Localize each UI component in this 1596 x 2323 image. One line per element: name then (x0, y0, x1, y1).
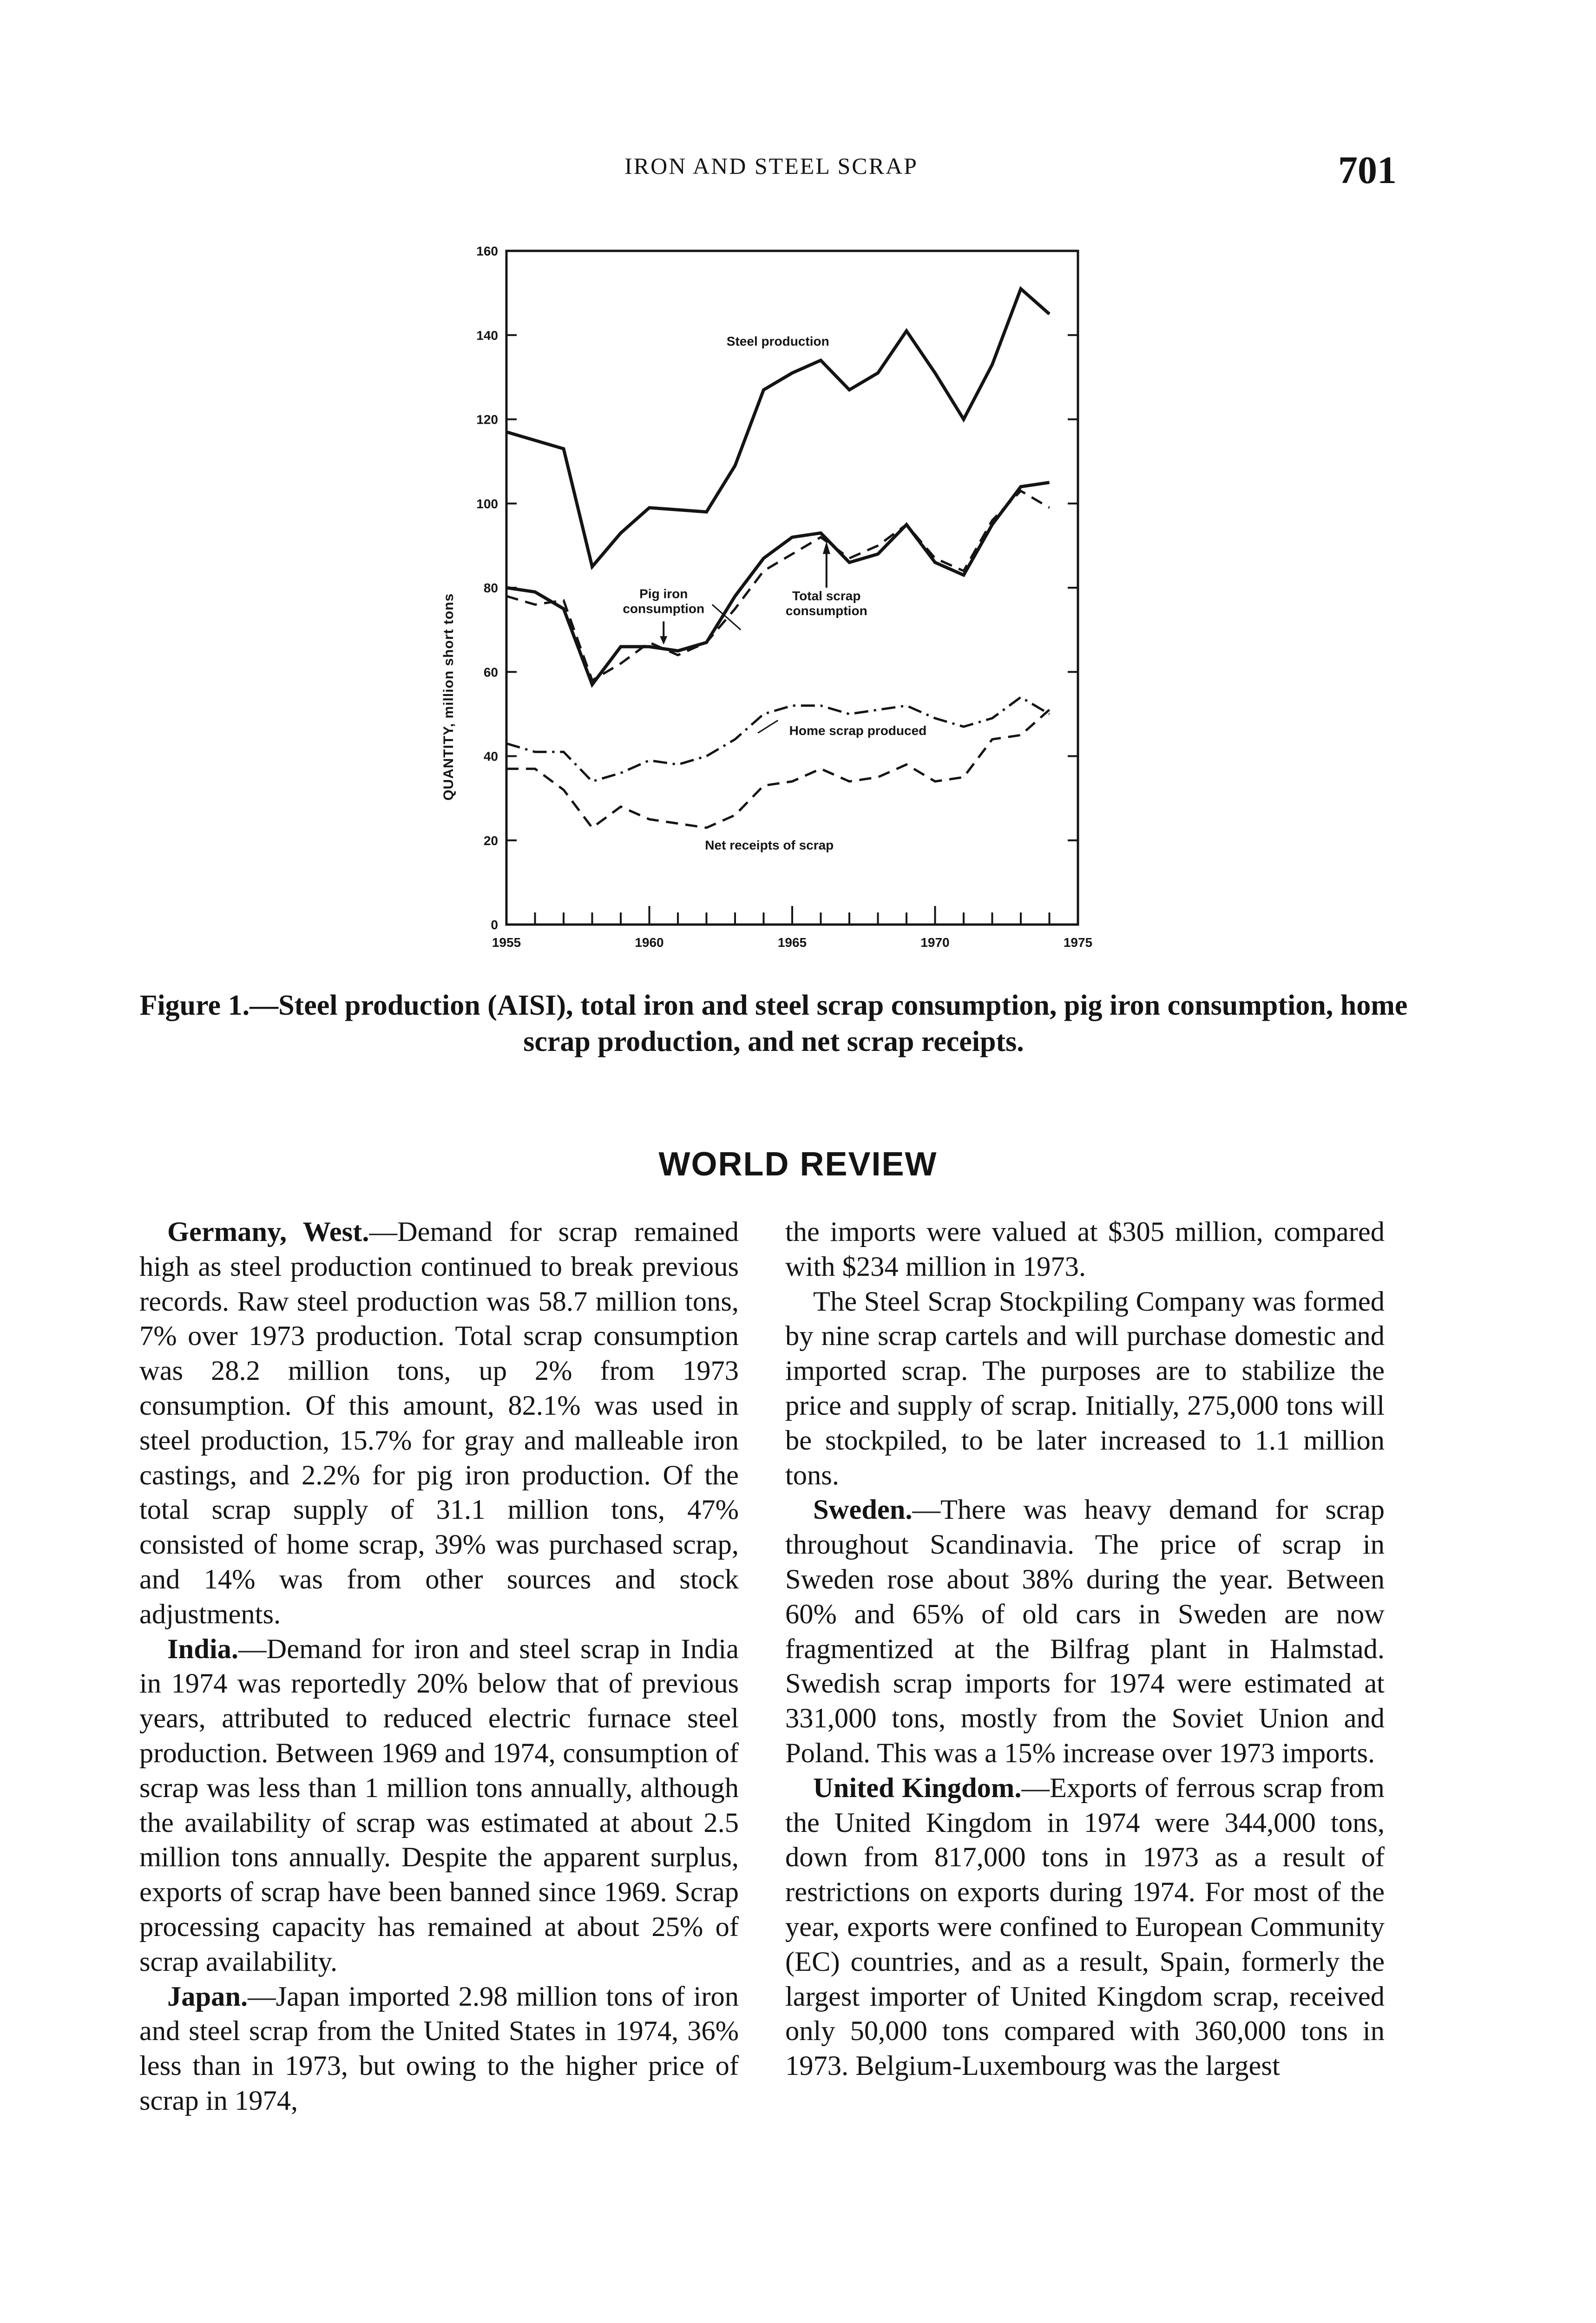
y-tick-label: 40 (483, 749, 498, 764)
plot-frame (506, 251, 1078, 925)
page-number: 701 (1338, 149, 1397, 192)
annotation-home-scrap: Home scrap produced (789, 723, 927, 738)
data-point-pig-iron-consumption (706, 642, 707, 643)
data-point-home-scrap-produced (506, 743, 507, 744)
series-line-steel-production (506, 289, 1050, 567)
leader-home-scrap (758, 720, 778, 733)
text-india: —Demand for iron and steel scrap in India in 1974 was reportedly 20% below that of previous years, attributed to reduced electric furnace steel production. Between 1969 and 1974, consumption of scrap was less than 1 million tons annually, although the availability of scrap was estimated at about 2.5 million tons annually. Despite the apparent surplus, exports of scrap have been banned since 1969. Scrap processing capacity has remained at about 25% of scrap availability. (139, 1633, 739, 1977)
x-tick-label: 1960 (635, 935, 664, 950)
series-line-net-receipts-of-scrap (506, 710, 1050, 828)
lead-germany: Germany, West. (167, 1216, 369, 1247)
data-point-home-scrap-produced (792, 705, 793, 706)
data-point-pig-iron-consumption (506, 596, 507, 597)
text-uk: —Exports of ferrous scrap from the United Kingdom in 1974 were 344,000 tons, down from 817,000 tons in 1973 as a result of restrictions on exports during 1974. For most of the year, exports were confined to European Community (EC) countries, and as a result, Spain, formerly the largest importer of United Kingdom scrap, received only 50,000 tons compared with 360,000 tons in 1973. Belgium-Luxembourg was the largest (785, 1772, 1385, 2082)
data-point-net-receipts-of-scrap (649, 819, 650, 820)
data-point-total-scrap-consumption (735, 596, 736, 597)
paragraph-uk (785, 1771, 1385, 2084)
lead-sweden: Sweden. (813, 1494, 913, 1526)
annotation-pig-iron: Pig iron (639, 586, 688, 601)
data-point-home-scrap-produced (649, 760, 650, 761)
y-tick-label: 160 (476, 244, 498, 258)
y-tick-label: 60 (483, 665, 498, 680)
lead-india: India. (167, 1633, 239, 1665)
series-line-home-scrap-produced (506, 697, 1050, 781)
figure-chart (418, 242, 1115, 957)
data-point-total-scrap-consumption (849, 562, 850, 563)
series-line-total-scrap-consumption (506, 482, 1050, 684)
data-point-net-receipts-of-scrap (763, 785, 764, 786)
annotation-total-scrap: Total scrap (792, 589, 861, 604)
annotation-net-receipts: Net receipts of scrap (705, 838, 834, 853)
data-point-net-receipts-of-scrap (506, 768, 507, 769)
data-point-total-scrap-consumption (1049, 482, 1050, 483)
x-tick-label: 1955 (492, 935, 521, 950)
paragraph-india (139, 1632, 739, 1980)
paragraph-sweden (785, 1493, 1385, 1771)
y-tick-label: 20 (483, 833, 498, 848)
annotation-total-scrap: consumption (785, 603, 867, 618)
paragraph-japan-cont: the imports were valued at $305 million, compared with $234 million in 1973. (785, 1216, 1385, 1282)
right-column (785, 1215, 1385, 2084)
y-tick-label: 0 (491, 918, 498, 932)
data-point-net-receipts-of-scrap (906, 764, 907, 765)
y-tick-label: 140 (476, 328, 498, 343)
annotation-steel-production: Steel production (726, 334, 829, 348)
paragraph-japan (139, 1980, 739, 2119)
annotation-pig-iron: consumption (623, 601, 705, 616)
pointer-arrow-pig-iron (660, 636, 667, 644)
text-japan: —Japan imported 2.98 million tons of iron and steel scrap from the United States in 1974, 36% less than in 1973, but owing to the higher price of scrap in 1974, (139, 1981, 739, 2116)
x-tick-label: 1975 (1063, 935, 1093, 950)
data-point-net-receipts-of-scrap (1049, 709, 1050, 710)
data-point-home-scrap-produced (906, 705, 907, 706)
data-point-net-receipts-of-scrap (706, 827, 707, 828)
y-axis-label: QUANTITY, million short tons (441, 593, 456, 801)
running-head (0, 148, 1596, 192)
y-tick-label: 100 (476, 496, 498, 511)
text-sweden: —There was heavy demand for scrap throughout Scandinavia. The price of scrap in Sweden rose about 38% during the year. Between 60% and 65% of old cars in Sweden are now fragmentized at the Bilfrag plant in Halmstad. Swedish scrap imports for 1974 were estimated at 331,000 tons, mostly from the Soviet Union and Poland. This was a 15% increase over 1973 imports. (785, 1494, 1385, 1769)
text-germany: —Demand for scrap remained high as steel production continued to break previous records. Raw steel production was 58.7 million tons, 7% over 1973 production. Total scrap consumption was 28.2 million tons, up 2% from 1973 consumption. Of this amount, 82.1% was used in steel production, 15.7% for gray and malleable iron castings, and 2.2% for pig iron production. Of the total scrap supply of 31.1 million tons, 47% consisted of home scrap, 39% was purchased scrap, and 14% was from other sources and stock adjustments. (139, 1216, 739, 1630)
x-tick-label: 1965 (777, 935, 807, 950)
x-tick-label: 1970 (920, 935, 950, 950)
y-tick-label: 120 (476, 412, 498, 427)
paragraph-germany (139, 1215, 739, 1632)
figure-caption: Figure 1.—Steel production (AISI), total iron and steel scrap consumption, pig iron consumption, home scrap production, and net scrap receipts. (139, 990, 1408, 1057)
data-point-pig-iron-consumption (649, 642, 650, 643)
left-column (139, 1215, 739, 2119)
data-point-total-scrap-consumption (649, 646, 650, 647)
running-title: IRON AND STEEL SCRAP (624, 153, 918, 179)
lead-uk: United Kingdom. (813, 1772, 1022, 1804)
y-tick-label: 80 (483, 581, 498, 595)
section-heading: WORLD REVIEW (658, 1146, 938, 1183)
lead-japan: Japan. (167, 1981, 248, 2012)
data-point-total-scrap-consumption (792, 537, 793, 538)
data-point-pig-iron-consumption (1049, 507, 1050, 508)
series-line-pig-iron-consumption (506, 491, 1050, 681)
data-point-steel-production (649, 507, 650, 508)
data-point-home-scrap-produced (735, 739, 736, 740)
paragraph-stockpiling: The Steel Scrap Stockpiling Company was formed by nine scrap cartels and will purchase domestic and imported scrap. The purposes are to stabilize the price and supply of scrap. Initially, 275,000 tons will be stockpiled, to be later increased to 1.1 million tons. (785, 1286, 1385, 1491)
